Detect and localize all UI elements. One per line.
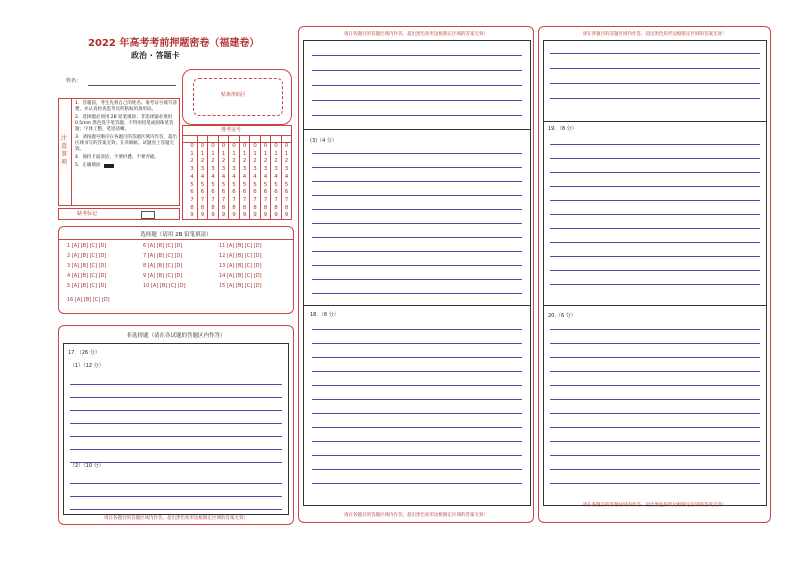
answer-line[interactable]	[550, 242, 760, 243]
notice-1: 1．答题前，考生先将自己的姓名、准考证号填写清楚，并认真检查监考员所粘贴的条形码。	[75, 101, 177, 112]
ticket-digit-bubble[interactable]: 8	[221, 204, 226, 211]
ticket-digit-column[interactable]	[251, 143, 259, 220]
answer-line[interactable]	[70, 449, 282, 450]
ticket-digit-bubble[interactable]: 4	[232, 173, 236, 180]
q17-3-label: (3)（4 分）	[310, 138, 337, 144]
ticket-digit-bubble[interactable]: 1	[242, 150, 247, 157]
q17-label: 17．（26 分）	[68, 350, 100, 356]
answer-line[interactable]	[550, 385, 760, 386]
ticket-digit-bubble[interactable]: 8	[200, 204, 205, 211]
answer-line[interactable]	[312, 100, 522, 101]
ticket-digit-bubble[interactable]: 7	[284, 196, 289, 203]
ticket-digit-bubble[interactable]: 3	[232, 166, 236, 173]
answer-line[interactable]	[550, 343, 760, 344]
ticket-digit-bubble[interactable]: 9	[263, 212, 268, 219]
answer-line[interactable]	[312, 413, 522, 414]
answer-line[interactable]	[312, 483, 522, 484]
ticket-digit-bubble[interactable]: 9	[274, 212, 278, 219]
ticket-digit-bubble[interactable]: 4	[221, 173, 226, 180]
ticket-digit-column[interactable]	[283, 143, 291, 220]
ticket-digit-column[interactable]	[272, 143, 280, 220]
ticket-digit-bubble[interactable]: 7	[242, 196, 247, 203]
choice-item[interactable]: 12 [A] [B] [C] [D]	[219, 253, 262, 259]
choice-item[interactable]: 2 [A] [B] [C] [D]	[67, 253, 107, 259]
answer-line[interactable]	[312, 343, 522, 344]
column-3	[538, 26, 771, 523]
ticket-digit-column[interactable]	[209, 143, 217, 220]
ticket-digit-bubble[interactable]: 6	[232, 189, 236, 196]
page-title: 2022 年高考考前押题密卷（福建卷）	[88, 38, 260, 49]
ticket-digit-bubble[interactable]: 1	[200, 150, 205, 157]
answer-line[interactable]	[550, 256, 760, 257]
ticket-digit-bubble[interactable]: 8	[263, 204, 268, 211]
choice-item[interactable]: 4 [A] [B] [C] [D]	[67, 273, 107, 279]
answer-line[interactable]	[312, 153, 522, 154]
ticket-digit-bubble[interactable]: 6	[263, 189, 268, 196]
choice-title: 选择题（请用 2B 铅笔填涂）	[140, 232, 212, 238]
ticket-digit-column[interactable]	[230, 143, 238, 220]
answer-line[interactable]	[312, 209, 522, 210]
ticket-digit-bubble[interactable]: 2	[221, 158, 226, 165]
ticket-digit-bubble[interactable]: 6	[284, 189, 289, 196]
ticket-digit-bubble[interactable]: 7	[190, 196, 194, 203]
ticket-digit-bubble[interactable]: 5	[274, 181, 278, 188]
ticket-digit-bubble[interactable]: 7	[200, 196, 205, 203]
ticket-digit-bubble[interactable]: 3	[200, 166, 205, 173]
ticket-digit-bubble[interactable]: 4	[242, 173, 247, 180]
ticket-digit-bubble[interactable]: 2	[242, 158, 247, 165]
answer-line[interactable]	[550, 172, 760, 173]
answer-line[interactable]	[70, 483, 282, 484]
ticket-digit-bubble[interactable]: 1	[190, 150, 194, 157]
answer-line[interactable]	[550, 270, 760, 271]
choice-item[interactable]: 11 [A] [B] [C] [D]	[219, 243, 262, 249]
answer-line[interactable]	[550, 186, 760, 187]
ticket-digit-bubble[interactable]: 0	[232, 143, 236, 149]
ticket-digit-bubble[interactable]: 2	[211, 158, 215, 165]
ticket-digit-bubble[interactable]: 9	[242, 212, 247, 219]
answer-line[interactable]	[550, 441, 760, 442]
choice-item[interactable]: 15 [A] [B] [C] [D]	[219, 283, 262, 289]
notice-5: 5．正确填涂	[75, 163, 101, 168]
ticket-digit-bubble[interactable]: 8	[242, 204, 247, 211]
ticket-digit-bubble[interactable]: 5	[242, 181, 247, 188]
ticket-digit-bubble[interactable]: 8	[190, 204, 194, 211]
answer-line[interactable]	[312, 329, 522, 330]
ticket-digit-bubble[interactable]: 0	[190, 143, 194, 149]
choice-item[interactable]: 6 [A] [B] [C] [D]	[143, 243, 183, 249]
answer-line[interactable]	[550, 413, 760, 414]
answer-line[interactable]	[550, 455, 760, 456]
ticket-digit-bubble[interactable]: 3	[274, 166, 278, 173]
ticket-digit-bubble[interactable]: 3	[263, 166, 268, 173]
ticket-digit-column[interactable]	[188, 143, 196, 220]
warn-col2-bottom: 请在各题目的答题区域内作答，超出黑色矩形边框限定区域的答案无效！	[344, 513, 488, 518]
answer-line[interactable]	[550, 53, 760, 54]
answer-line[interactable]	[312, 55, 522, 56]
answer-line[interactable]	[550, 98, 760, 99]
q17-2-label: （2）（10 分）	[70, 463, 104, 469]
ticket-digit-bubble[interactable]: 5	[232, 181, 236, 188]
answer-line[interactable]	[312, 181, 522, 182]
answer-line[interactable]	[70, 384, 282, 385]
answer-line[interactable]	[70, 423, 282, 424]
answer-line[interactable]	[312, 357, 522, 358]
ticket-digit-bubble[interactable]: 9	[211, 212, 215, 219]
ticket-digit-bubble[interactable]: 2	[274, 158, 278, 165]
ticket-digit-bubble[interactable]: 1	[274, 150, 278, 157]
q20-label: 20.（6 分）	[548, 313, 576, 319]
ticket-digit-bubble[interactable]: 3	[190, 166, 194, 173]
ticket-digit-bubble[interactable]: 3	[221, 166, 226, 173]
ticket-digit-bubble[interactable]: 8	[253, 204, 257, 211]
answer-line[interactable]	[312, 455, 522, 456]
choice-16[interactable]: 16 [A] [B] [C] [D]	[67, 297, 110, 303]
ticket-digit-bubble[interactable]: 2	[284, 158, 289, 165]
answer-line[interactable]	[312, 293, 522, 294]
ticket-digit-bubble[interactable]: 5	[211, 181, 215, 188]
answer-line[interactable]	[70, 436, 282, 437]
choice-item[interactable]: 8 [A] [B] [C] [D]	[143, 263, 183, 269]
ticket-digit-bubble[interactable]: 1	[211, 150, 215, 157]
name-label: 姓名：	[66, 78, 82, 84]
answer-line[interactable]	[550, 200, 760, 201]
answer-line[interactable]	[312, 385, 522, 386]
ticket-digit-bubble[interactable]: 1	[253, 150, 257, 157]
answer-line[interactable]	[550, 214, 760, 215]
ticket-digit-bubble[interactable]: 3	[284, 166, 289, 173]
answer-line[interactable]	[550, 144, 760, 145]
ticket-digit-bubble[interactable]: 6	[221, 189, 226, 196]
name-field[interactable]	[88, 85, 176, 86]
ticket-digit-bubble[interactable]: 6	[242, 189, 247, 196]
notice-3: 3．请按题号顺序在各题目的答题区域内作答，超出区域书写的答案无效；在草稿纸、试题卷上答题无效。	[75, 135, 177, 152]
answer-line[interactable]	[312, 237, 522, 238]
ticket-digit-bubble[interactable]: 6	[200, 189, 205, 196]
ticket-digit-bubble[interactable]: 9	[284, 212, 289, 219]
answer-line[interactable]	[550, 83, 760, 84]
ticket-digit-bubble[interactable]: 2	[253, 158, 257, 165]
answer-line[interactable]	[550, 68, 760, 69]
ticket-digit-bubble[interactable]: 8	[274, 204, 278, 211]
ticket-digit-bubble[interactable]: 1	[263, 150, 268, 157]
ticket-digit-bubble[interactable]: 2	[263, 158, 268, 165]
answer-line[interactable]	[550, 469, 760, 470]
ticket-digit-bubble[interactable]: 7	[232, 196, 236, 203]
warn-col1: 请在各题目的答题区域内作答，超出黑色矩形边框限定区域的答案无效！	[104, 516, 248, 521]
answer-line[interactable]	[312, 195, 522, 196]
nonchoice-section	[58, 325, 294, 525]
ticket-digit-bubble[interactable]: 4	[253, 173, 257, 180]
answer-line[interactable]	[312, 115, 522, 116]
ticket-digit-bubble[interactable]: 2	[200, 158, 205, 165]
ticket-digit-bubble[interactable]: 6	[211, 189, 215, 196]
ticket-digit-bubble[interactable]: 4	[263, 173, 268, 180]
ticket-digit-column[interactable]	[199, 143, 207, 220]
answer-line[interactable]	[312, 265, 522, 266]
ticket-digit-bubble[interactable]: 4	[200, 173, 205, 180]
ticket-digit-bubble[interactable]: 7	[263, 196, 268, 203]
answer-line[interactable]	[70, 397, 282, 398]
choice-item[interactable]: 10 [A] [B] [C] [D]	[143, 283, 186, 289]
absent-row	[58, 208, 180, 220]
choice-item[interactable]: 14 [A] [B] [C] [D]	[219, 273, 262, 279]
ticket-digit-bubble[interactable]: 7	[211, 196, 215, 203]
answer-line[interactable]	[550, 228, 760, 229]
answer-line[interactable]	[550, 329, 760, 330]
notice-box	[58, 98, 180, 206]
answer-line[interactable]	[312, 167, 522, 168]
ticket-digit-bubble[interactable]: 9	[221, 212, 226, 219]
ticket-digit-bubble[interactable]: 5	[253, 181, 257, 188]
ticket-digit-column[interactable]	[241, 143, 249, 220]
ticket-digit-bubble[interactable]: 5	[284, 181, 289, 188]
answer-line[interactable]	[312, 70, 522, 71]
column-2	[298, 26, 534, 523]
ticket-digit-bubble[interactable]: 8	[232, 204, 236, 211]
ticket-grid	[182, 125, 292, 220]
ticket-digit-bubble[interactable]: 0	[253, 143, 257, 149]
ticket-label: 准考证号	[221, 127, 242, 133]
ticket-digit-bubble[interactable]: 7	[221, 196, 226, 203]
choice-item[interactable]: 3 [A] [B] [C] [D]	[67, 263, 107, 269]
ticket-digit-bubble[interactable]: 9	[232, 212, 236, 219]
ticket-digit-bubble[interactable]: 0	[221, 143, 226, 149]
ticket-digit-bubble[interactable]: 5	[200, 181, 205, 188]
answer-line[interactable]	[70, 509, 282, 510]
ticket-digit-bubble[interactable]: 6	[274, 189, 278, 196]
absent-checkbox[interactable]	[141, 211, 155, 219]
ticket-digit-bubble[interactable]: 5	[190, 181, 194, 188]
answer-line[interactable]	[312, 251, 522, 252]
answer-line[interactable]	[312, 469, 522, 470]
ticket-digit-bubble[interactable]: 1	[221, 150, 226, 157]
choice-item[interactable]: 5 [A] [B] [C] [D]	[67, 283, 107, 289]
answer-line[interactable]	[312, 371, 522, 372]
notice-2: 2．选择题必须用 2B 铅笔填涂；非选择题必须用 0.5mm 黑色签字笔答题，不得用铅笔或圆珠笔答题；字体工整、笔迹清晰。	[75, 115, 174, 132]
warn-col2-top: 请在各题目的答题区域内作答，超出黑色矩形边框限定区域的答案无效！	[344, 32, 488, 37]
ticket-digit-bubble[interactable]: 2	[232, 158, 236, 165]
ticket-digit-bubble[interactable]: 5	[221, 181, 226, 188]
choice-item[interactable]: 13 [A] [B] [C] [D]	[219, 263, 262, 269]
ticket-digit-bubble[interactable]: 2	[190, 158, 194, 165]
answer-line[interactable]	[550, 483, 760, 484]
answer-line[interactable]	[312, 85, 522, 86]
choice-item[interactable]: 9 [A] [B] [C] [D]	[143, 273, 183, 279]
answer-line[interactable]	[312, 399, 522, 400]
answer-line[interactable]	[550, 357, 760, 358]
choice-section	[58, 226, 294, 314]
answer-line[interactable]	[550, 371, 760, 372]
warn-col3-bottom: 请在各题目的答题区域内作答，超出黑色矩形边框限定区域的答案无效！	[582, 503, 727, 508]
q19-label: 19．（8 分）	[548, 126, 577, 132]
ticket-digit-bubble[interactable]: 3	[211, 166, 215, 173]
ticket-digit-bubble[interactable]: 8	[211, 204, 215, 211]
ticket-digit-bubble[interactable]: 6	[190, 189, 194, 196]
answer-line[interactable]	[70, 496, 282, 497]
ticket-digit-bubble[interactable]: 3	[242, 166, 247, 173]
answer-line[interactable]	[312, 427, 522, 428]
answer-line[interactable]	[550, 427, 760, 428]
ticket-digit-bubble[interactable]: 1	[284, 150, 289, 157]
choice-item[interactable]: 1 [A] [B] [C] [D]	[67, 243, 107, 249]
ticket-digit-bubble[interactable]: 0	[242, 143, 247, 149]
notice-4: 4．保持卡面清洁，不要折叠、不要弄破。	[75, 155, 159, 160]
ticket-digit-column[interactable]	[262, 143, 270, 220]
ticket-digit-bubble[interactable]: 5	[263, 181, 268, 188]
answer-line[interactable]	[550, 158, 760, 159]
choice-item[interactable]: 7 [A] [B] [C] [D]	[143, 253, 183, 259]
ticket-digit-bubble[interactable]: 6	[253, 189, 257, 196]
ticket-digit-bubble[interactable]: 0	[274, 143, 278, 149]
ticket-digit-bubble[interactable]: 9	[190, 212, 194, 219]
answer-line[interactable]	[312, 223, 522, 224]
ticket-digit-bubble[interactable]: 0	[200, 143, 205, 149]
ticket-digit-bubble[interactable]: 4	[190, 173, 194, 180]
ticket-digit-column[interactable]	[220, 143, 228, 220]
ticket-digit-bubble[interactable]: 0	[211, 143, 215, 149]
ticket-digit-bubble[interactable]: 9	[200, 212, 205, 219]
q18-label: 18．（8 分）	[310, 312, 339, 318]
ticket-digit-bubble[interactable]: 8	[284, 204, 289, 211]
barcode-label: 贴条形码区	[221, 92, 247, 98]
ticket-digit-bubble[interactable]: 3	[253, 166, 257, 173]
barcode-area	[182, 69, 292, 125]
answer-line[interactable]	[70, 410, 282, 411]
answer-line[interactable]	[550, 284, 760, 285]
notice-label: 注意事项	[61, 135, 68, 166]
answer-line[interactable]	[550, 399, 760, 400]
absent-label: 缺考标记	[77, 211, 98, 217]
ticket-digit-bubble[interactable]: 4	[274, 173, 278, 180]
answer-line[interactable]	[312, 441, 522, 442]
nonchoice-title: 非选择题（请在各试题的答题区内作答）	[126, 333, 226, 339]
ticket-digit-bubble[interactable]: 4	[284, 173, 289, 180]
filled-sample	[104, 164, 114, 168]
ticket-digit-bubble[interactable]: 7	[253, 196, 257, 203]
warn-col3-top: 请在各题目的答题区域内作答，超出黑色矩形边框限定区域的答案无效！	[582, 32, 727, 37]
q17-1-label: （1）（12 分）	[70, 363, 104, 369]
ticket-digit-bubble[interactable]: 0	[263, 143, 268, 149]
ticket-digit-bubble[interactable]: 1	[232, 150, 236, 157]
ticket-digit-bubble[interactable]: 7	[274, 196, 278, 203]
ticket-digit-bubble[interactable]: 0	[284, 143, 289, 149]
answer-line[interactable]	[312, 279, 522, 280]
page-subtitle: 政治 · 答题卡	[131, 51, 180, 60]
ticket-digit-bubble[interactable]: 9	[253, 212, 257, 219]
ticket-digit-bubble[interactable]: 4	[211, 173, 215, 180]
